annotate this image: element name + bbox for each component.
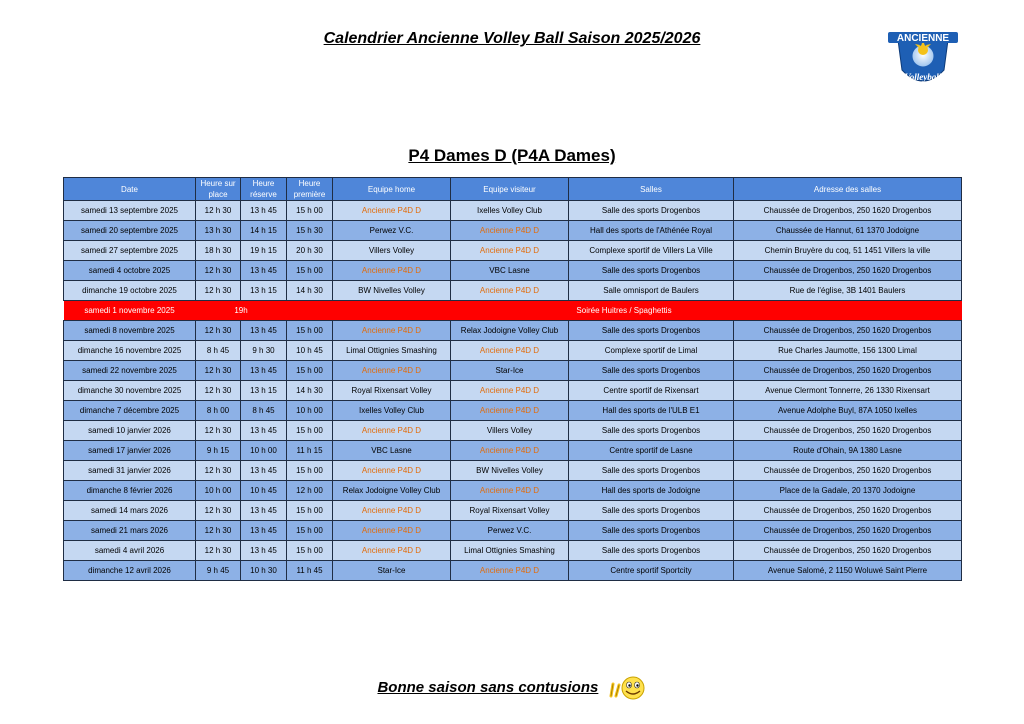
table-row	[64, 361, 962, 381]
cell-salle: Salle des sports Drogenbos	[569, 201, 734, 221]
cell-equipe-visiteur: Royal Rixensart Volley	[451, 501, 569, 521]
cell-equipe-home: VBC Lasne	[333, 441, 451, 461]
cell-heure-reserve: 13 h 45	[241, 461, 287, 481]
cell-salle: Salle des sports Drogenbos	[569, 421, 734, 441]
col-header-heure-premiere: Heure première	[287, 178, 333, 201]
schedule-table	[63, 177, 962, 581]
cell-adresse: Chaussée de Drogenbos, 250 1620 Drogenbos	[734, 521, 962, 541]
cell-adresse: Chaussée de Drogenbos, 250 1620 Drogenbos	[734, 501, 962, 521]
table-row	[64, 201, 962, 221]
event-row	[64, 301, 962, 321]
cell-equipe-home: Ancienne P4D D	[333, 461, 451, 481]
cell-equipe-visiteur: BW Nivelles Volley	[451, 461, 569, 481]
cell-adresse: Avenue Adolphe Buyl, 87A 1050 Ixelles	[734, 401, 962, 421]
cell-date: samedi 27 septembre 2025	[64, 241, 196, 261]
cell-date: samedi 10 janvier 2026	[64, 421, 196, 441]
cell-equipe-visiteur: Ancienne P4D D	[451, 401, 569, 421]
cell-adresse: Chaussée de Drogenbos, 250 1620 Drogenbos	[734, 361, 962, 381]
cell-equipe-home: Perwez V.C.	[333, 221, 451, 241]
cell-adresse: Chemin Bruyère du coq, 51 1451 Villers la ville	[734, 241, 962, 261]
cell-adresse: Chaussée de Drogenbos, 250 1620 Drogenbos	[734, 321, 962, 341]
cell-heure-sur-place: 13 h 30	[196, 221, 241, 241]
cell-heure-sur-place: 9 h 45	[196, 561, 241, 581]
cell-equipe-visiteur: Ancienne P4D D	[451, 481, 569, 501]
cell-heure-sur-place: 12 h 30	[196, 501, 241, 521]
cell-event-time: 19h	[196, 301, 287, 321]
cell-heure-sur-place: 12 h 30	[196, 521, 241, 541]
cell-date: dimanche 7 décembre 2025	[64, 401, 196, 421]
cell-heure-premiere: 10 h 45	[287, 341, 333, 361]
table-row	[64, 501, 962, 521]
logo-text-bottom: Volleyball	[904, 72, 942, 82]
cell-heure-sur-place: 12 h 30	[196, 461, 241, 481]
cell-equipe-home: Royal Rixensart Volley	[333, 381, 451, 401]
cell-equipe-home: Star-Ice	[333, 561, 451, 581]
cell-equipe-home: Ancienne P4D D	[333, 541, 451, 561]
col-header-heure-sur-place: Heure sur place	[196, 178, 241, 201]
cell-salle: Hall des sports de Jodoigne	[569, 481, 734, 501]
cell-equipe-home: Ancienne P4D D	[333, 321, 451, 341]
cell-date: samedi 8 novembre 2025	[64, 321, 196, 341]
cell-equipe-home: Ancienne P4D D	[333, 501, 451, 521]
table-row	[64, 561, 962, 581]
cell-date: dimanche 8 février 2026	[64, 481, 196, 501]
cell-equipe-home: Ixelles Volley Club	[333, 401, 451, 421]
cell-heure-reserve: 13 h 45	[241, 421, 287, 441]
cell-event-label: Soirée Huitres / Spaghettis	[287, 301, 962, 321]
table-row	[64, 381, 962, 401]
table-row	[64, 441, 962, 461]
cell-heure-premiere: 11 h 45	[287, 561, 333, 581]
cell-equipe-home: Ancienne P4D D	[333, 421, 451, 441]
cell-heure-premiere: 15 h 00	[287, 361, 333, 381]
cell-date: dimanche 30 novembre 2025	[64, 381, 196, 401]
col-header-salles: Salles	[569, 178, 734, 201]
cell-equipe-visiteur: Ancienne P4D D	[451, 281, 569, 301]
cell-adresse: Avenue Clermont Tonnerre, 26 1330 Rixensart	[734, 381, 962, 401]
cell-heure-sur-place: 12 h 30	[196, 281, 241, 301]
cell-equipe-home: Limal Ottignies Smashing	[333, 341, 451, 361]
col-header-adresse: Adresse des salles	[734, 178, 962, 201]
cell-event-date: samedi 1 novembre 2025	[64, 301, 196, 321]
section-title: P4 Dames D (P4A Dames)	[408, 146, 616, 165]
cell-equipe-visiteur: Ancienne P4D D	[451, 561, 569, 581]
cell-adresse: Avenue Salomé, 2 1150 Woluwé Saint Pierre	[734, 561, 962, 581]
cell-heure-premiere: 14 h 30	[287, 381, 333, 401]
cell-heure-reserve: 13 h 15	[241, 281, 287, 301]
cell-adresse: Chaussée de Drogenbos, 250 1620 Drogenbos	[734, 541, 962, 561]
cell-equipe-home: BW Nivelles Volley	[333, 281, 451, 301]
cell-equipe-home: Ancienne P4D D	[333, 261, 451, 281]
cell-date: dimanche 19 octobre 2025	[64, 281, 196, 301]
cell-equipe-visiteur: Ixelles Volley Club	[451, 201, 569, 221]
cell-adresse: Rue de l'église, 3B 1401 Baulers	[734, 281, 962, 301]
cell-heure-reserve: 14 h 15	[241, 221, 287, 241]
cell-heure-reserve: 19 h 15	[241, 241, 287, 261]
cell-salle: Complexe sportif de Limal	[569, 341, 734, 361]
cell-heure-reserve: 9 h 30	[241, 341, 287, 361]
cell-salle: Complexe sportif de Villers La Ville	[569, 241, 734, 261]
cell-equipe-visiteur: Star-Ice	[451, 361, 569, 381]
cell-salle: Salle omnisport de Baulers	[569, 281, 734, 301]
cell-heure-reserve: 13 h 45	[241, 261, 287, 281]
cell-salle: Salle des sports Drogenbos	[569, 361, 734, 381]
cell-salle: Hall des sports de l'Athénée Royal	[569, 221, 734, 241]
cell-adresse: Rue Charles Jaumotte, 156 1300 Limal	[734, 341, 962, 361]
table-row	[64, 321, 962, 341]
cell-heure-premiere: 11 h 15	[287, 441, 333, 461]
cell-heure-sur-place: 9 h 15	[196, 441, 241, 461]
smiley-peace-icon	[607, 676, 647, 700]
cell-heure-sur-place: 12 h 30	[196, 261, 241, 281]
cell-date: samedi 22 novembre 2025	[64, 361, 196, 381]
cell-salle: Centre sportif Sportcity	[569, 561, 734, 581]
logo-text-top: ANCIENNE	[896, 33, 950, 44]
cell-heure-reserve: 13 h 45	[241, 361, 287, 381]
cell-date: samedi 20 septembre 2025	[64, 221, 196, 241]
table-row	[64, 401, 962, 421]
col-header-date: Date	[64, 178, 196, 201]
cell-heure-premiere: 15 h 00	[287, 521, 333, 541]
cell-date: samedi 4 octobre 2025	[64, 261, 196, 281]
cell-salle: Salle des sports Drogenbos	[569, 261, 734, 281]
cell-adresse: Chaussée de Drogenbos, 250 1620 Drogenbos	[734, 201, 962, 221]
cell-heure-premiere: 14 h 30	[287, 281, 333, 301]
cell-heure-sur-place: 10 h 00	[196, 481, 241, 501]
cell-salle: Salle des sports Drogenbos	[569, 521, 734, 541]
table-row	[64, 461, 962, 481]
col-header-equipe-home: Equipe home	[333, 178, 451, 201]
cell-heure-premiere: 15 h 00	[287, 461, 333, 481]
col-header-heure-reserve: Heure réserve	[241, 178, 287, 201]
cell-heure-reserve: 13 h 45	[241, 521, 287, 541]
footer-message	[0, 676, 1024, 700]
document-title: Calendrier Ancienne Volley Ball Saison 2025/2026	[323, 30, 701, 47]
table-row	[64, 241, 962, 261]
cell-heure-sur-place: 12 h 30	[196, 201, 241, 221]
cell-date: dimanche 12 avril 2026	[64, 561, 196, 581]
cell-date: samedi 13 septembre 2025	[64, 201, 196, 221]
cell-heure-reserve: 13 h 15	[241, 381, 287, 401]
table-row	[64, 521, 962, 541]
cell-date: samedi 21 mars 2026	[64, 521, 196, 541]
cell-equipe-visiteur: Ancienne P4D D	[451, 341, 569, 361]
cell-equipe-visiteur: Ancienne P4D D	[451, 241, 569, 261]
cell-salle: Salle des sports Drogenbos	[569, 541, 734, 561]
cell-adresse: Place de la Gadale, 20 1370 Jodoigne	[734, 481, 962, 501]
cell-heure-premiere: 15 h 00	[287, 421, 333, 441]
cell-heure-premiere: 15 h 30	[287, 221, 333, 241]
cell-heure-reserve: 10 h 45	[241, 481, 287, 501]
cell-equipe-visiteur: Relax Jodoigne Volley Club	[451, 321, 569, 341]
cell-heure-premiere: 15 h 00	[287, 501, 333, 521]
table-row	[64, 221, 962, 241]
cell-heure-reserve: 13 h 45	[241, 321, 287, 341]
cell-heure-premiere: 15 h 00	[287, 541, 333, 561]
cell-date: samedi 31 janvier 2026	[64, 461, 196, 481]
cell-equipe-home: Ancienne P4D D	[333, 521, 451, 541]
table-row	[64, 541, 962, 561]
cell-heure-sur-place: 12 h 30	[196, 321, 241, 341]
cell-salle: Centre sportif de Lasne	[569, 441, 734, 461]
cell-equipe-home: Ancienne P4D D	[333, 361, 451, 381]
cell-heure-premiere: 15 h 00	[287, 321, 333, 341]
table-row	[64, 261, 962, 281]
cell-heure-reserve: 13 h 45	[241, 201, 287, 221]
cell-heure-sur-place: 12 h 30	[196, 541, 241, 561]
cell-heure-sur-place: 12 h 30	[196, 381, 241, 401]
table-header-row	[64, 178, 962, 201]
cell-heure-premiere: 20 h 30	[287, 241, 333, 261]
cell-equipe-visiteur: Limal Ottignies Smashing	[451, 541, 569, 561]
cell-adresse: Chaussée de Hannut, 61 1370 Jodoigne	[734, 221, 962, 241]
table-row	[64, 421, 962, 441]
cell-heure-premiere: 15 h 00	[287, 261, 333, 281]
cell-adresse: Chaussée de Drogenbos, 250 1620 Drogenbos	[734, 461, 962, 481]
cell-salle: Hall des sports de l'ULB E1	[569, 401, 734, 421]
cell-equipe-home: Villers Volley	[333, 241, 451, 261]
cell-heure-sur-place: 8 h 00	[196, 401, 241, 421]
cell-heure-reserve: 10 h 00	[241, 441, 287, 461]
cell-adresse: Chaussée de Drogenbos, 250 1620 Drogenbos	[734, 421, 962, 441]
cell-heure-reserve: 13 h 45	[241, 501, 287, 521]
cell-heure-sur-place: 8 h 45	[196, 341, 241, 361]
col-header-equipe-visiteur: Equipe visiteur	[451, 178, 569, 201]
cell-date: dimanche 16 novembre 2025	[64, 341, 196, 361]
cell-equipe-home: Ancienne P4D D	[333, 201, 451, 221]
ancienne-volley-logo	[884, 26, 962, 90]
cell-salle: Salle des sports Drogenbos	[569, 501, 734, 521]
table-row	[64, 341, 962, 361]
cell-heure-reserve: 13 h 45	[241, 541, 287, 561]
cell-date: samedi 17 janvier 2026	[64, 441, 196, 461]
schedule-body	[64, 201, 962, 581]
cell-heure-premiere: 15 h 00	[287, 201, 333, 221]
footer-text: Bonne saison sans contusions	[377, 678, 599, 696]
cell-date: samedi 14 mars 2026	[64, 501, 196, 521]
cell-heure-sur-place: 18 h 30	[196, 241, 241, 261]
cell-salle: Salle des sports Drogenbos	[569, 461, 734, 481]
cell-adresse: Route d'Ohain, 9A 1380 Lasne	[734, 441, 962, 461]
cell-heure-reserve: 8 h 45	[241, 401, 287, 421]
table-row	[64, 481, 962, 501]
cell-equipe-visiteur: Ancienne P4D D	[451, 381, 569, 401]
cell-salle: Salle des sports Drogenbos	[569, 321, 734, 341]
cell-salle: Centre sportif de Rixensart	[569, 381, 734, 401]
cell-heure-premiere: 12 h 00	[287, 481, 333, 501]
cell-heure-sur-place: 12 h 30	[196, 361, 241, 381]
cell-equipe-visiteur: Villers Volley	[451, 421, 569, 441]
cell-heure-premiere: 10 h 00	[287, 401, 333, 421]
table-row	[64, 281, 962, 301]
cell-heure-sur-place: 12 h 30	[196, 421, 241, 441]
cell-equipe-visiteur: Ancienne P4D D	[451, 441, 569, 461]
cell-equipe-visiteur: VBC Lasne	[451, 261, 569, 281]
cell-heure-reserve: 10 h 30	[241, 561, 287, 581]
cell-equipe-visiteur: Perwez V.C.	[451, 521, 569, 541]
cell-equipe-visiteur: Ancienne P4D D	[451, 221, 569, 241]
cell-adresse: Chaussée de Drogenbos, 250 1620 Drogenbos	[734, 261, 962, 281]
cell-date: samedi 4 avril 2026	[64, 541, 196, 561]
cell-equipe-home: Relax Jodoigne Volley Club	[333, 481, 451, 501]
